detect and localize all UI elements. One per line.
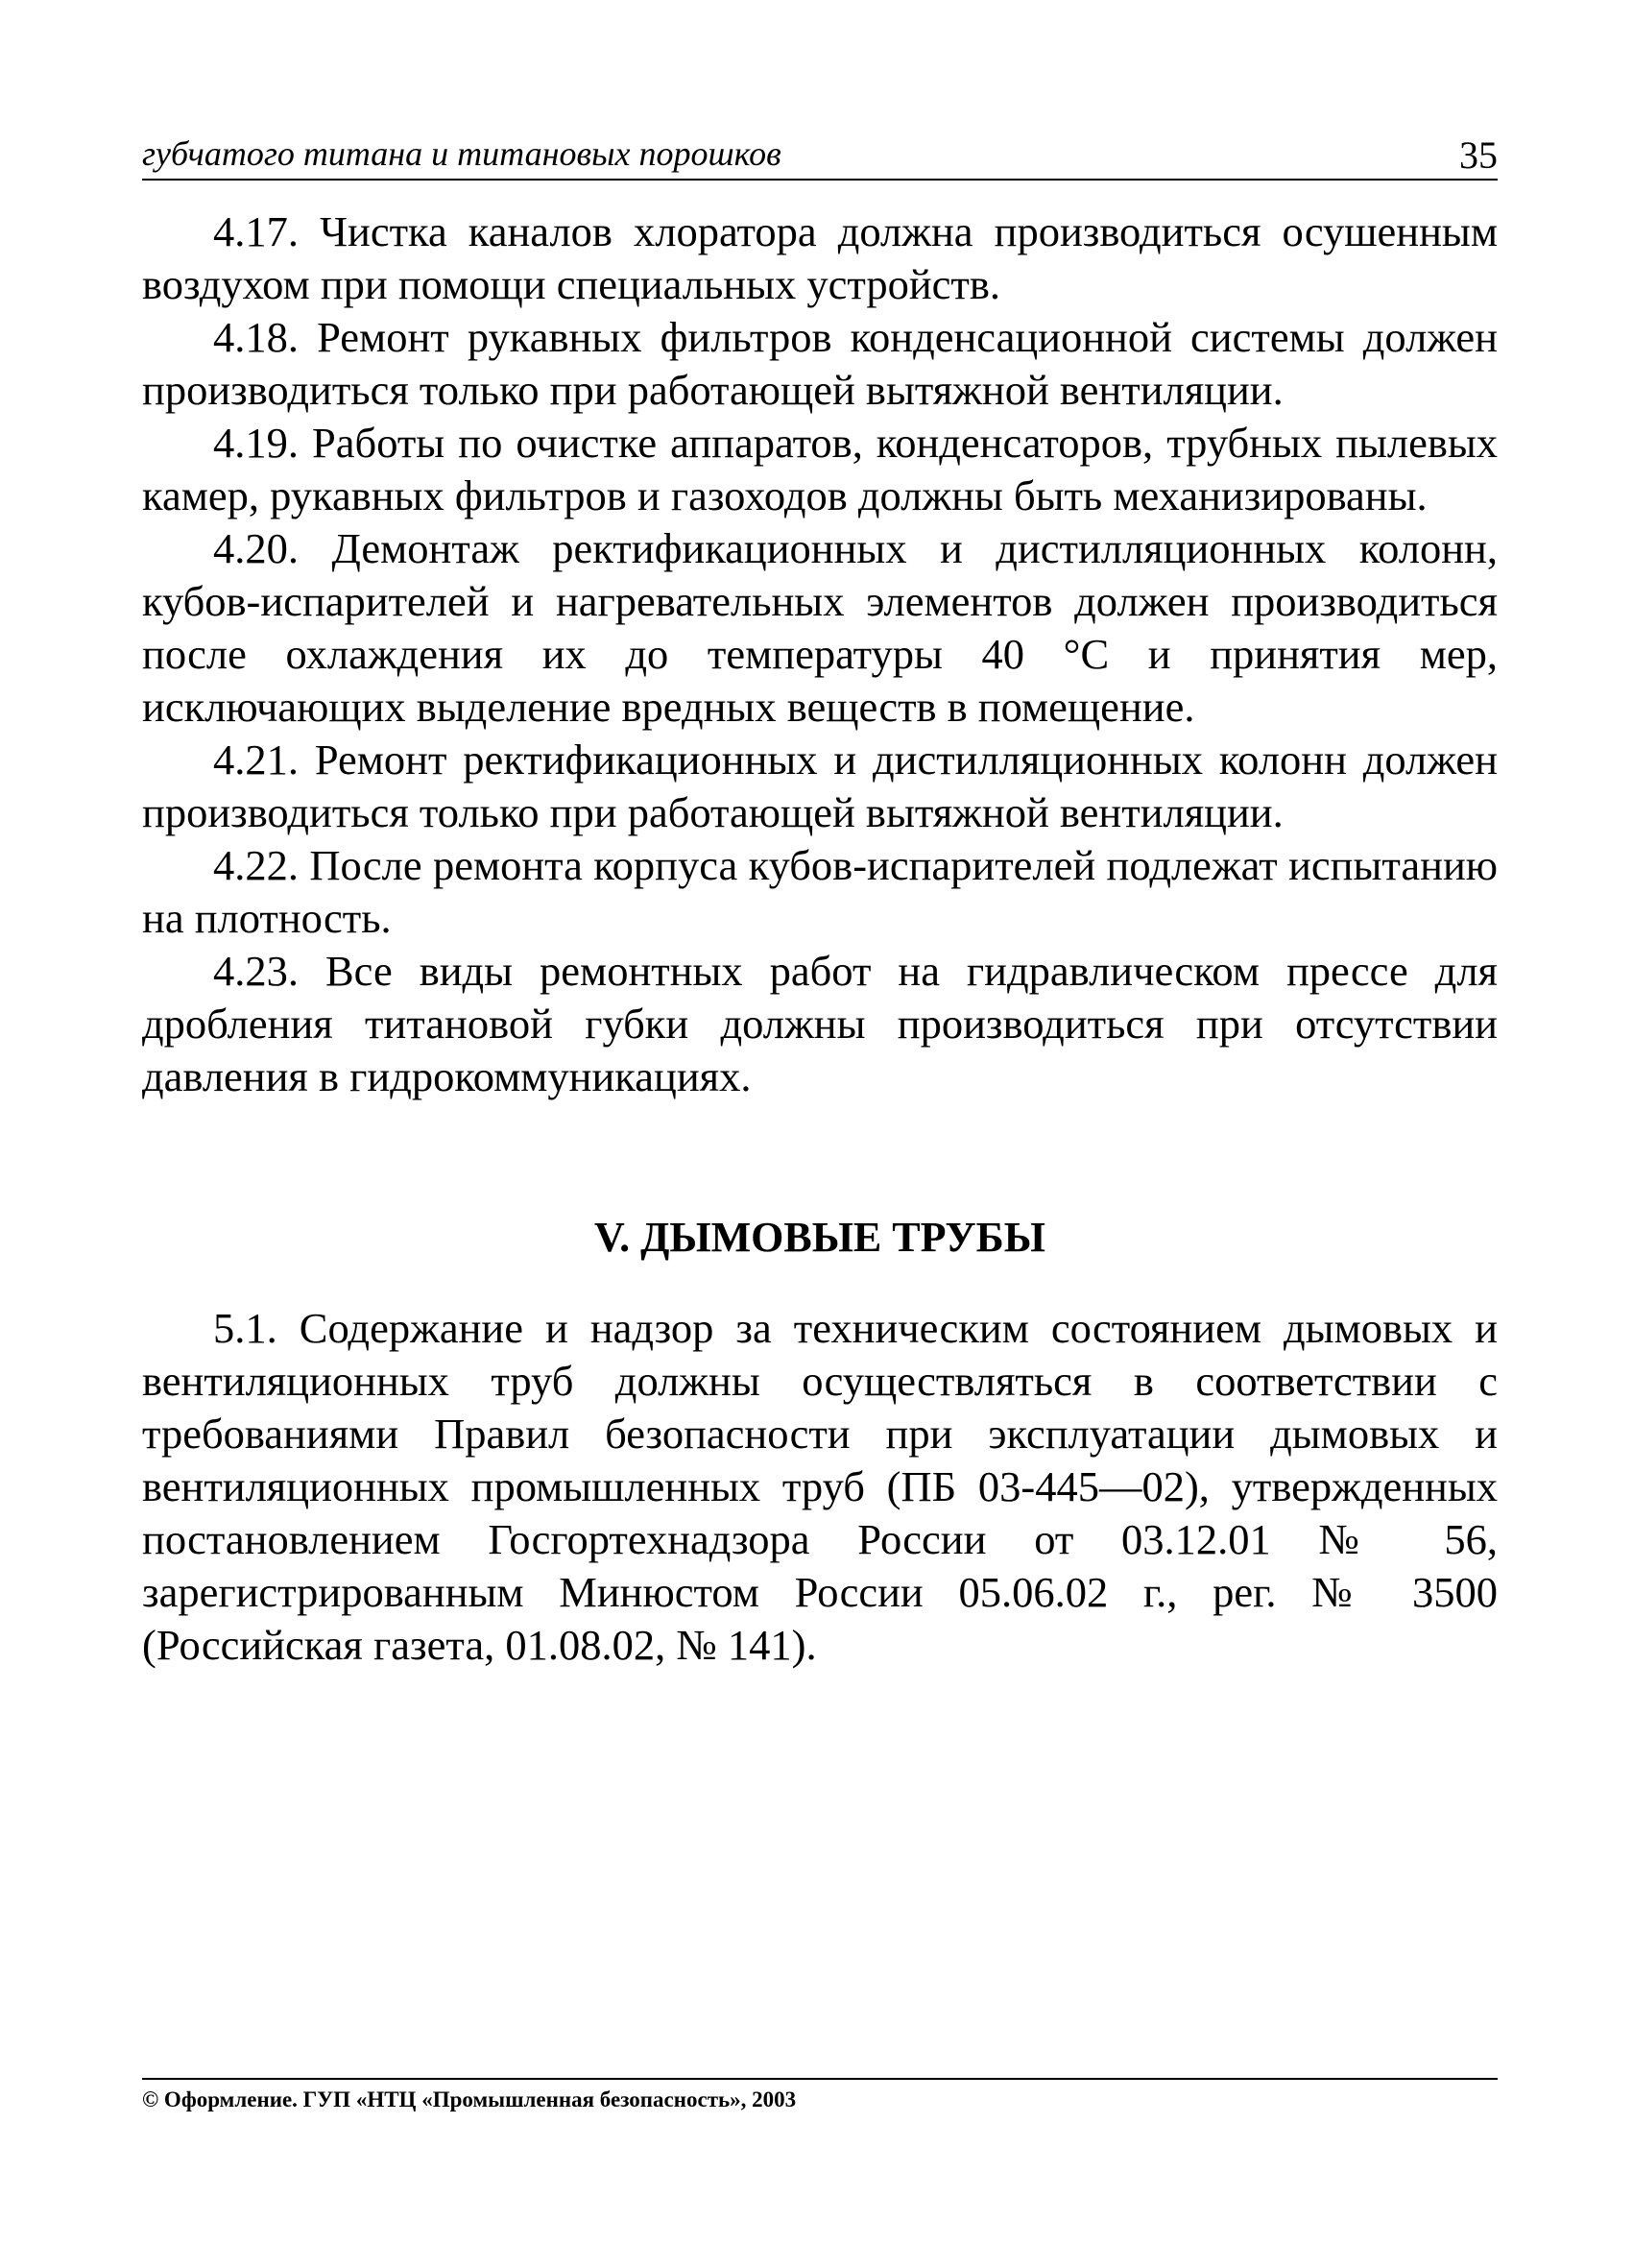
paragraph-4-20: 4.20. Демонтаж ректификационных и дистилляционных колонн, кубов-испарителей и нагревательных элементов должен производиться после охлаждения их до температуры 40 °С и принятия мер, исключающих выделение вредных веществ в помещение.	[142, 524, 1498, 731]
paragraph-4-23: 4.23. Все виды ремонтных работ на гидравлическом прессе для дробления титановой губки должны производиться при отсутствии давления в гидрокоммуникациях.	[142, 947, 1498, 1100]
paragraph-4-22: 4.22. После ремонта корпуса кубов-испарителей подлежат испытанию на плотность.	[142, 841, 1498, 942]
paragraph-5-1: 5.1. Содержание и надзор за техническим состоянием дымовых и вентиляционных труб должны осуществляться в соответствии с требованиями Правил безопасности при эксплуатации дымовых и вентиляционных промышленных труб (ПБ 03-445—02), утвержденных постановлением Госгортехнадзора России от 03.12.01 № 56, зарегистрированным Минюстом России 05.06.02 г., рег. № 3500 (Российская газета, 01.08.02, № 141).	[142, 1304, 1498, 1669]
paragraph-4-18: 4.18. Ремонт рукавных фильтров конденсационной системы должен производиться только при работающей вытяжной вентиляции.	[142, 313, 1498, 414]
page-number: 35	[1459, 133, 1498, 177]
footer-copyright: © Оформление. ГУП «НТЦ «Промышленная безопасность», 2003	[142, 2087, 797, 2111]
footer-divider	[142, 2078, 1498, 2080]
running-title: губчатого титана и титановых порошков	[142, 134, 781, 173]
section-heading: V. ДЫМОВЫЕ ТРУБЫ	[594, 1214, 1045, 1261]
paragraph-4-19: 4.19. Работы по очистке аппаратов, конденсаторов, трубных пылевых камер, рукавных фильтров и газоходов должны быть механизированы.	[142, 419, 1498, 519]
body-text	[142, 205, 1498, 1672]
paragraph-4-17: 4.17. Чистка каналов хлоратора должна производиться осушенным воздухом при помощи специальных устройств.	[142, 207, 1498, 308]
paragraph-4-21: 4.21. Ремонт ректификационных и дистилляционных колонн должен производиться только при работающей вытяжной вентиляции.	[142, 736, 1498, 836]
page-footer	[142, 2078, 1498, 2114]
page-header	[142, 133, 1498, 181]
